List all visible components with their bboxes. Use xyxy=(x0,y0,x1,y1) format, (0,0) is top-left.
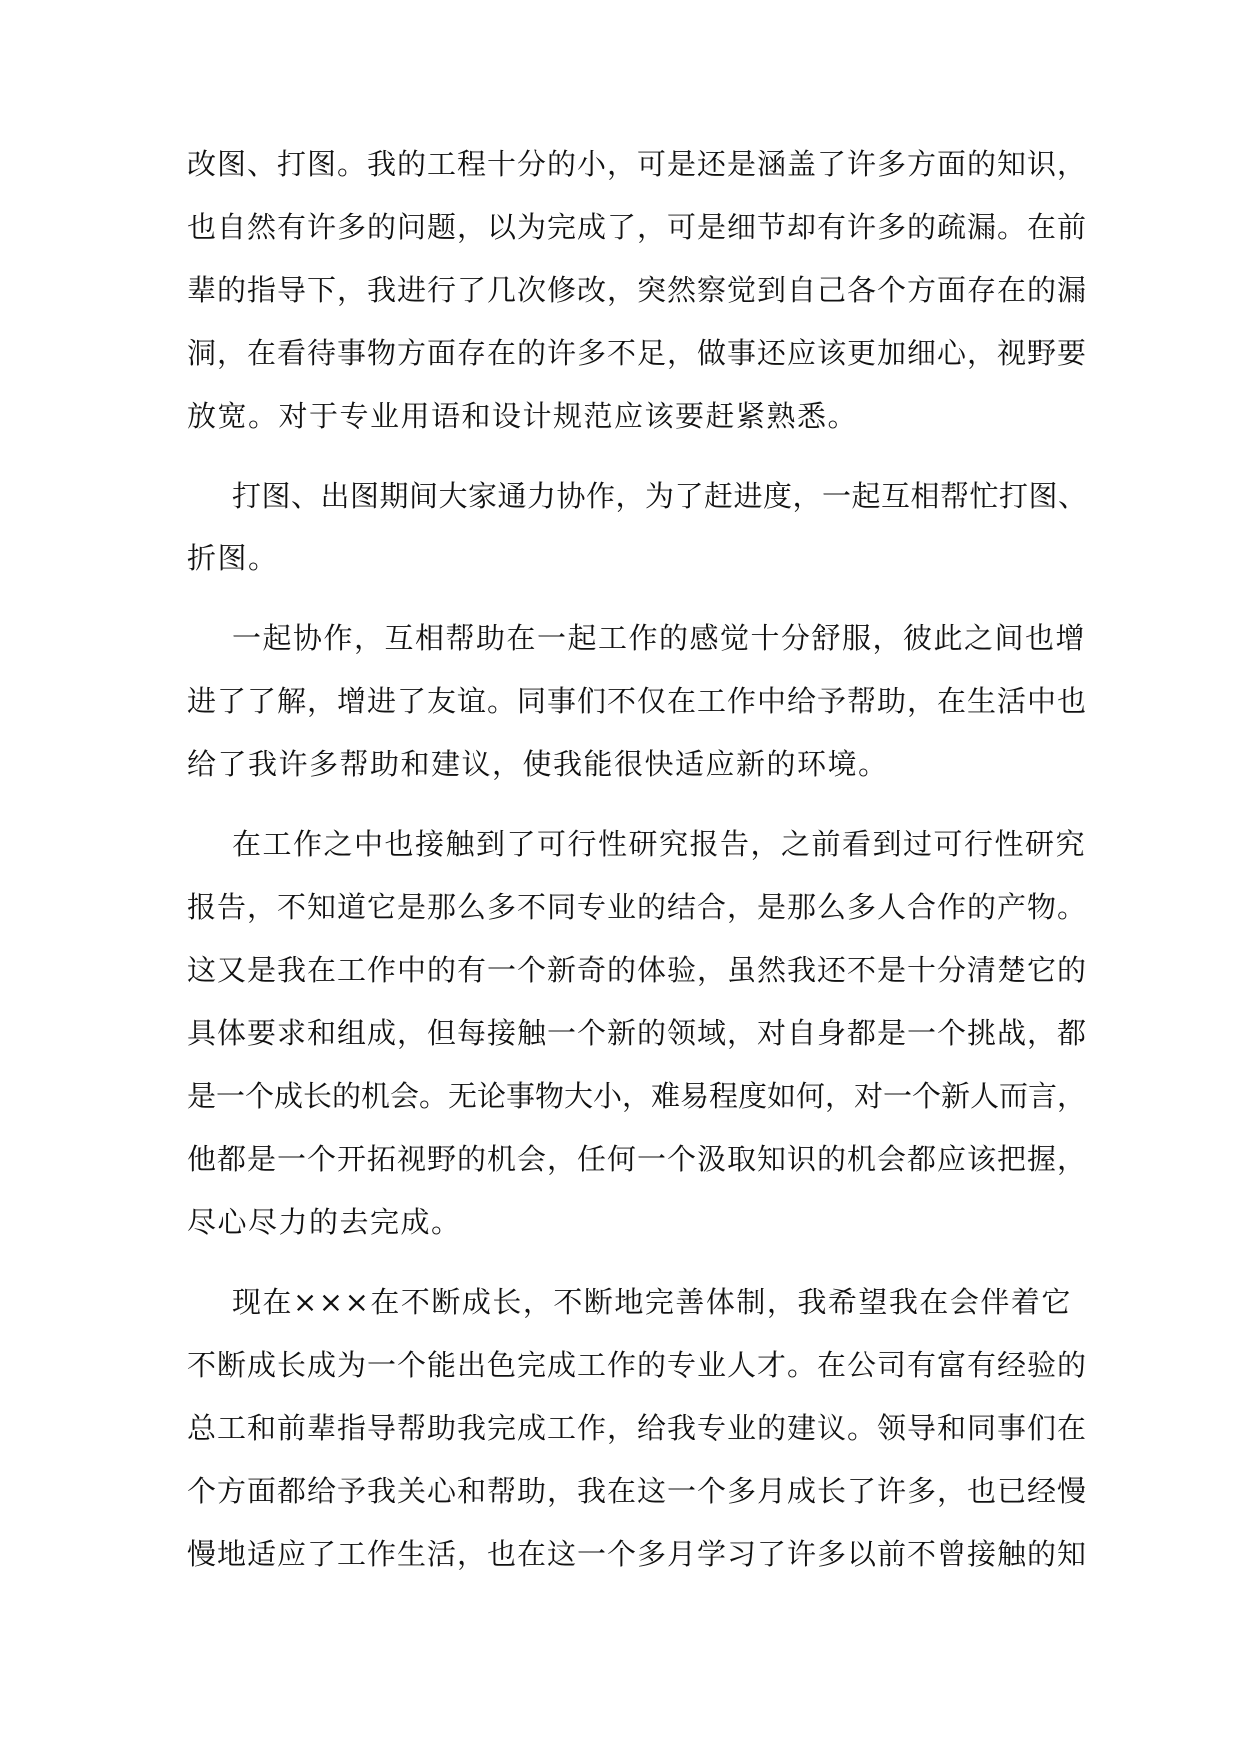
text-line: 放宽。对于专业用语和设计规范应该要赶紧熟悉。 xyxy=(187,399,859,433)
text-line: 一起协作，互相帮助在一起工作的感觉十分舒服，彼此之间也增 xyxy=(232,621,1087,655)
text-line: 在工作之中也接触到了可行性研究报告，之前看到过可行性研究 xyxy=(232,827,1087,861)
text-line: 不断成长成为一个能出色完成工作的专业人才。在公司有富有经验的 xyxy=(187,1348,1088,1382)
text-line: 个方面都给予我关心和帮助，我在这一个多月成长了许多，也已经慢 xyxy=(187,1474,1088,1508)
text-line: 是一个成长的机会。无论事物大小，难易程度如何，对一个新人而言， xyxy=(187,1079,1087,1113)
text-line: 给了我许多帮助和建议，使我能很快适应新的环境。 xyxy=(187,747,889,781)
text-line: 现在×××在不断成长，不断地完善体制，我希望我在会伴着它 xyxy=(232,1285,1072,1319)
text-line: 尽心尽力的去完成。 xyxy=(187,1205,462,1239)
text-line: 具体要求和组成，但每接触一个新的领域，对自身都是一个挑战，都 xyxy=(187,1016,1088,1050)
text-line: 也自然有许多的问题，以为完成了，可是细节却有许多的疏漏。在前 xyxy=(187,210,1088,244)
text-line: 总工和前辈指导帮助我完成工作，给我专业的建议。领导和同事们在 xyxy=(187,1411,1088,1445)
text-line: 洞，在看待事物方面存在的许多不足，做事还应该更加细心，视野要 xyxy=(187,336,1088,370)
text-line: 改图、打图。我的工程十分的小，可是还是涵盖了许多方面的知识， xyxy=(187,147,1088,181)
text-line: 这又是我在工作中的有一个新奇的体验，虽然我还不是十分清楚它的 xyxy=(187,953,1088,987)
text-line: 打图、出图期间大家通力协作，为了赶进度，一起互相帮忙打图、 xyxy=(232,479,1088,513)
text-line: 慢地适应了工作生活，也在这一个多月学习了许多以前不曾接触的知 xyxy=(187,1537,1088,1571)
text-line: 进了了解，增进了友谊。同事们不仅在工作中给予帮助，在生活中也 xyxy=(187,684,1088,718)
text-line: 报告，不知道它是那么多不同专业的结合，是那么多人合作的产物。 xyxy=(187,890,1088,924)
text-line: 折图。 xyxy=(187,541,279,575)
text-line: 辈的指导下，我进行了几次修改，突然察觉到自己各个方面存在的漏 xyxy=(187,273,1088,307)
text-line: 他都是一个开拓视野的机会，任何一个汲取知识的机会都应该把握， xyxy=(187,1142,1088,1176)
